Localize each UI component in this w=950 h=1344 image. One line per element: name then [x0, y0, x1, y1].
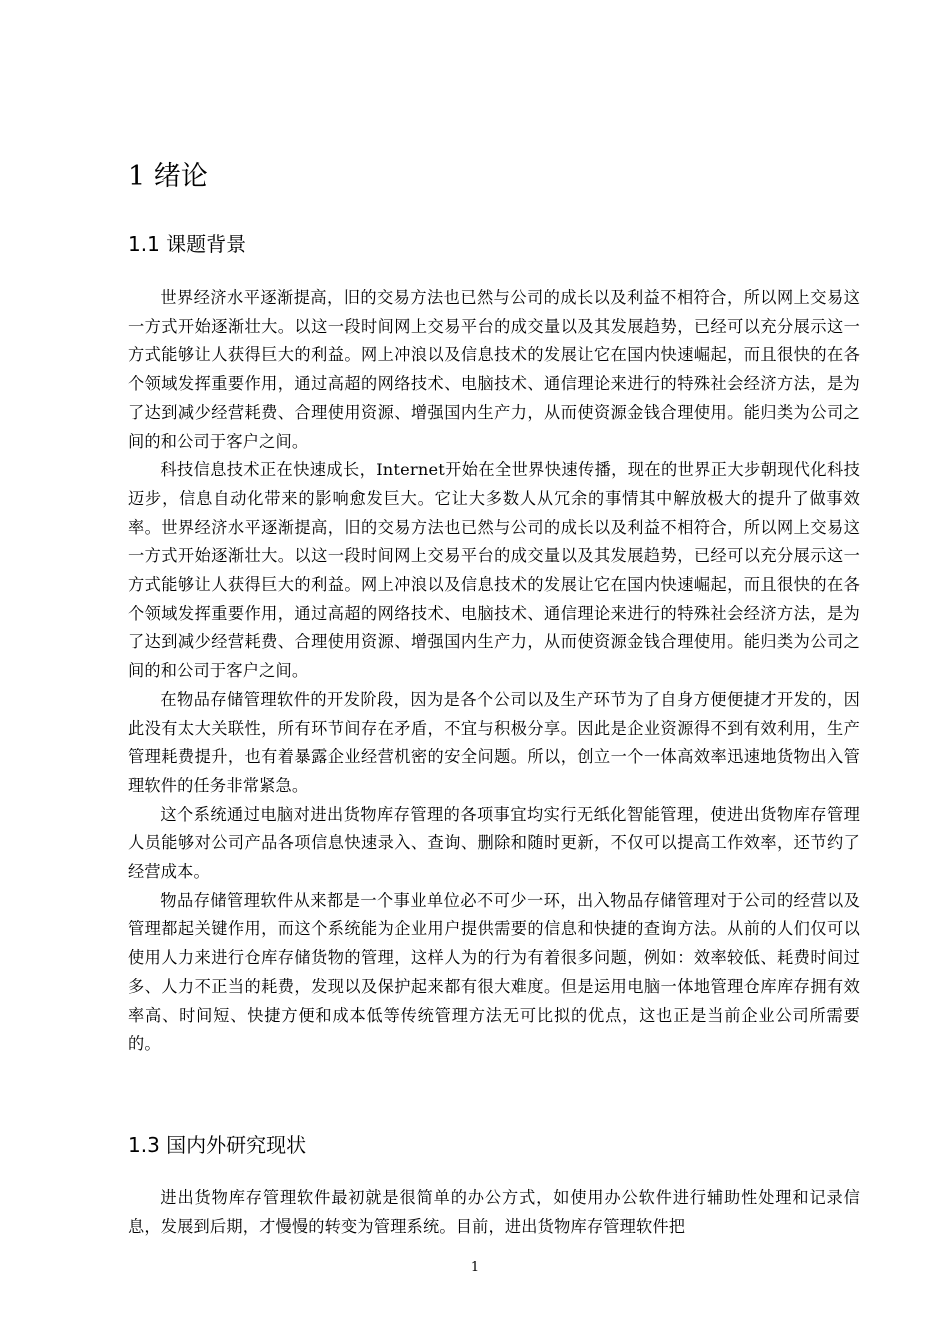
section-title-research-status: 1.3 国内外研究现状: [128, 1133, 307, 1157]
section-body-background: [128, 284, 860, 1059]
chapter-title: 1 绪论: [128, 161, 208, 192]
paragraph: 世界经济水平逐渐提高，旧的交易方法也已然与公司的成长以及利益不相符合，所以网上交易这一方式开始逐渐壮大。以这一段时间网上交易平台的成交量以及其发展趋势，已经可以充分展示这一方式能够让人获得巨大的利益。网上冲浪以及信息技术的发展让它在国内快速崛起，而且很快的在各个领域发挥重要作用，通过高超的网络技术、电脑技术、通信理论来进行的特殊社会经济方法，是为了达到减少经营耗费、合理使用资源、增强国内生产力，从而使资源金钱合理使用。能归类为公司之间的和公司于客户之间。: [128, 288, 860, 451]
page-number: 1: [470, 1260, 480, 1275]
paragraph: 科技信息技术正在快速成长，Internet开始在全世界快速传播，现在的世界正大步朝现代化科技迈步，信息自动化带来的影响愈发巨大。它让大多数人从冗余的事情其中解放极大的提升了做事效率。世界经济水平逐渐提高，旧的交易方法也已然与公司的成长以及利益不相符合，所以网上交易这一方式开始逐渐壮大。以这一段时间网上交易平台的成交量以及其发展趋势，已经可以充分展示这一方式能够让人获得巨大的利益。网上冲浪以及信息技术的发展让它在国内快速崛起，而且很快的在各个领域发挥重要作用，通过高超的网络技术、电脑技术、通信理论来进行的特殊社会经济方法，是为了达到减少经营耗费、合理使用资源、增强国内生产力，从而使资源金钱合理使用。能归类为公司之间的和公司于客户之间。: [128, 460, 860, 681]
paragraph: 这个系统通过电脑对进出货物库存管理的各项事宜均实行无纸化智能管理，使进出货物库存管理人员能够对公司产品各项信息快速录入、查询、删除和随时更新，不仅可以提高工作效率，还节约了经营成本。: [128, 804, 860, 882]
section-body-research-status: [128, 1184, 860, 1241]
paragraph: 进出货物库存管理软件最初就是很简单的办公方式，如使用办公软件进行辅助性处理和记录信息，发展到后期，才慢慢的转变为管理系统。目前，进出货物库存管理软件把: [128, 1188, 860, 1236]
paragraph: 物品存储管理软件从来都是一个事业单位必不可少一环，出入物品存储管理对于公司的经营以及管理都起关键作用，而这个系统能为企业用户提供需要的信息和快捷的查询方法。从前的人们仅可以使用人力来进行仓库存储货物的管理，这样人为的行为有着很多问题，例如：效率较低、耗费时间过多、人力不正当的耗费，发现以及保护起来都有很大难度。但是运用电脑一体地管理仓库库存拥有效率高、时间短、快捷方便和成本低等传统管理方法无可比拟的优点，这也正是当前企业公司所需要的。: [128, 890, 860, 1054]
section-title-background: 1.1 课题背景: [128, 232, 247, 256]
paragraph: 在物品存储管理软件的开发阶段，因为是各个公司以及生产环节为了自身方便便捷才开发的，因此没有太大关联性，所有环节间存在矛盾，不宜与积极分享。因此是企业资源得不到有效利用，生产管理耗费提升，也有着暴露企业经营机密的安全问题。所以，创立一个一体高效率迅速地货物出入管理软件的任务非常紧急。: [128, 689, 860, 795]
